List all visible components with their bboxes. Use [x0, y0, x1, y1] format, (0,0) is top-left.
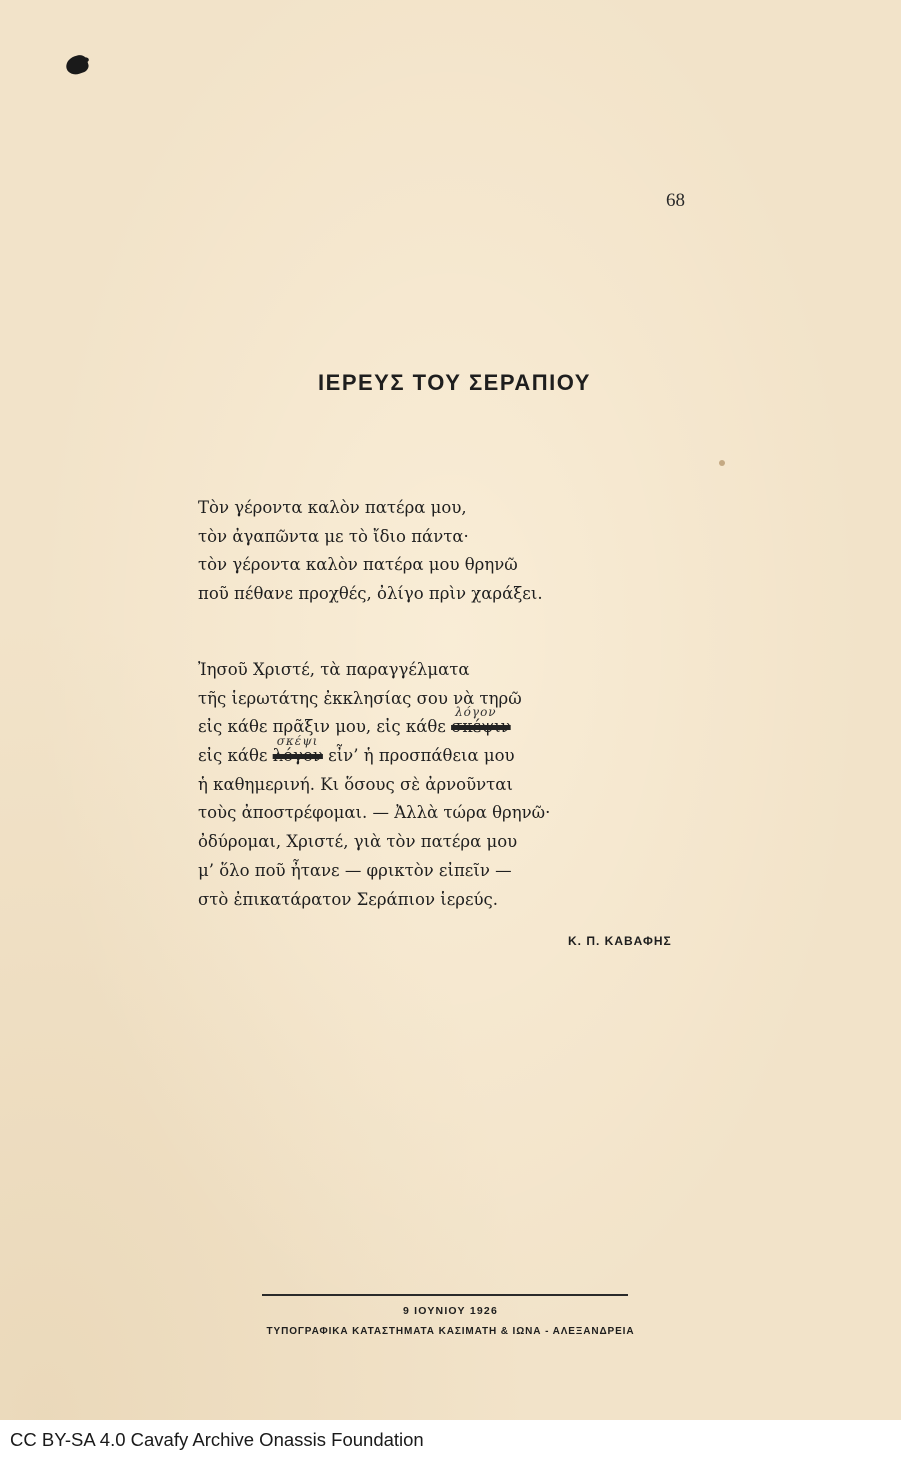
poem-line: τὸν γέροντα καλὸν πατέρα μου θρηνῶ: [198, 555, 518, 575]
struck-word: λόγον: [272, 746, 323, 766]
poem-line-with-correction: [198, 705, 550, 742]
footer-divider: [262, 1294, 628, 1296]
poem-line: ἡ καθημερινή. Κι ὅσους σὲ ἀρνοῦνται: [198, 774, 513, 794]
ink-blot-mark: [64, 53, 90, 77]
poem-line: τῆς ἱερωτάτης ἐκκλησίας σου νὰ τηρῶ: [198, 688, 522, 708]
footer-date: 9 ΙΟΥΝΙΟΥ 1926: [402, 1305, 498, 1317]
poem-line-text: εἶν’ ἡ προσπάθεια μου: [322, 746, 515, 766]
poem-line: ποῦ πέθανε προχθές, ὀλίγο πρὶν χαράξει.: [198, 584, 543, 604]
archive-credit: CC BY-SA 4.0 Cavafy Archive Onassis Foundation: [10, 1429, 424, 1450]
poem-line: τὸν ἀγαπῶντα με τὸ ἴδιο πάντα·: [198, 526, 469, 546]
footer-printer: ΤΥΠΟΓΡΑΦΙΚΑ ΚΑΤΑΣΤΗΜΑΤΑ ΚΑΣΙΜΑΤΗ & ΙΩΝΑ - ΑΛΕΞΑΝΔΡΕΙΑ: [266, 1326, 635, 1337]
poem-line-text: εἰς κάθε: [198, 746, 273, 766]
poem-stanza-2: [198, 656, 550, 914]
poem-line: στὸ ἐπικατάρατον Σεράπιον ἱερεύς.: [198, 889, 499, 909]
poem-line: Τὸν γέροντα καλὸν πατέρα μου,: [198, 498, 467, 517]
handwritten-correction: [451, 705, 511, 742]
struck-word: σκέψιν: [451, 717, 511, 737]
author-signature: Κ. Π. ΚΑΒΑΦΗΣ: [568, 934, 672, 948]
handwritten-correction: [272, 734, 323, 771]
poem-line: τοὺς ἀποστρέφομαι. — Ἀλλὰ τώρα θρηνῶ·: [198, 803, 551, 823]
paper-speck: [719, 460, 725, 466]
poem-line: ὀδύρομαι, Χριστέ, γιὰ τὸν πατέρα μου: [198, 832, 518, 852]
handwritten-word: σκέψι: [276, 734, 319, 749]
handwritten-word: λόγον: [455, 705, 497, 720]
poem-line: Ἰησοῦ Χριστέ, τὰ παραγγέλματα: [198, 660, 470, 679]
poem-line: μ’ ὅλο ποῦ ἦτανε — φρικτὸν εἰπεῖν —: [198, 860, 512, 880]
poem-line-with-correction: [198, 734, 550, 771]
poem-stanza-1: [198, 494, 543, 609]
poem-line-text: εἰς κάθε πρᾶξιν μου, εἰς κάθε: [198, 717, 452, 737]
page-number: 68: [666, 190, 685, 211]
poem-title: ΙΕΡΕΥΣ ΤΟΥ ΣΕΡΑΠΙΟΥ: [318, 370, 591, 395]
